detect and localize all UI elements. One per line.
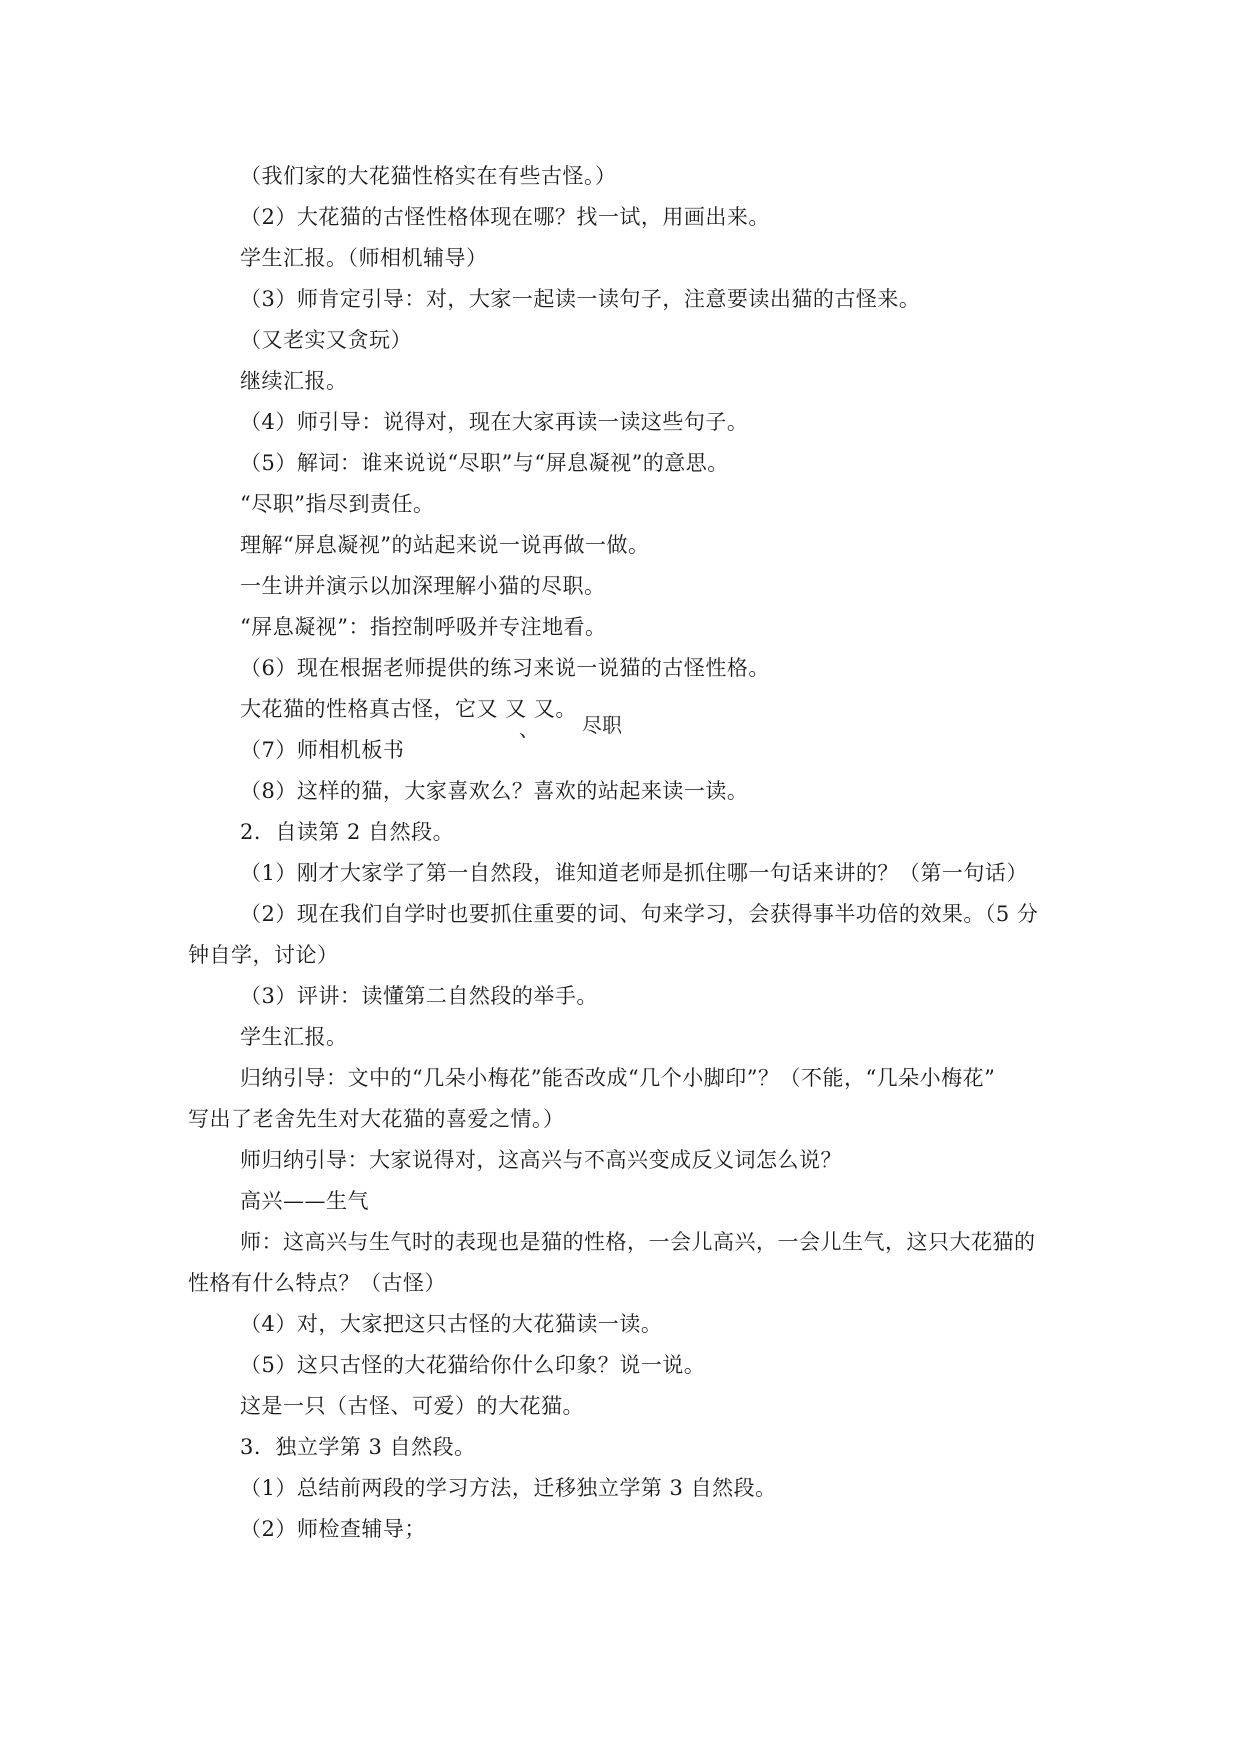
- text-line: “屏息凝视”：指控制呼吸并专注地看。: [240, 615, 607, 639]
- text-line: 3．独立学第 3 自然段。: [240, 1435, 476, 1459]
- text-line: （5）解词：谁来说说“尽职”与“屏息凝视”的意思。: [240, 451, 729, 475]
- text-line: 一生讲并演示以加深理解小猫的尽职。: [240, 574, 606, 598]
- text-line: （2）大花猫的古怪性格体现在哪？找一试，用画出来。: [240, 205, 770, 229]
- text-line: 写出了老舍先生对大花猫的喜爱之情。）: [188, 1107, 565, 1131]
- text-line: （2）师检查辅导；: [240, 1517, 426, 1541]
- text-line: 这是一只（古怪、可爱）的大花猫。: [240, 1394, 584, 1418]
- text-line: 师：这高兴与生气时的表现也是猫的性格，一会儿高兴，一会儿生气，这只大花猫的: [240, 1230, 1036, 1254]
- text-line: （又老实又贪玩）: [240, 328, 412, 352]
- text-line: 性格有什么特点？（古怪）: [188, 1271, 446, 1295]
- text-line: （4）师引导：说得对，现在大家再读一读这些句子。: [240, 410, 749, 434]
- text-line: 学生汇报。: [240, 1025, 348, 1049]
- text-line: （3）评讲：读懂第二自然段的举手。: [240, 984, 598, 1008]
- text-line: （5）这只古怪的大花猫给你什么印象？说一说。: [240, 1353, 706, 1377]
- text-line: （7）师相机板书: [240, 738, 405, 762]
- text-line: 钟自学，讨论）: [188, 943, 339, 967]
- text-line: （1）刚才大家学了第一自然段，谁知道老师是抓住哪一句话来讲的？（第一句话）: [240, 861, 1028, 885]
- text-line: （4）对，大家把这只古怪的大花猫读一读。: [240, 1312, 663, 1336]
- text-line: （6）现在根据老师提供的练习来说一说猫的古怪性格。: [240, 656, 770, 680]
- text-line: 2．自读第 2 自然段。: [240, 820, 455, 844]
- text-line: （2）现在我们自学时也要抓住重要的词、句来学习，会获得事半功倍的效果。（5 分: [240, 902, 1039, 926]
- text-line: （我们家的大花猫性格实在有些古怪。）: [240, 164, 617, 188]
- text-line: 理解“屏息凝视”的站起来说一说再做一做。: [240, 533, 650, 557]
- stray-mark: 尽职: [582, 713, 622, 737]
- text-line: （3）师肯定引导：对，大家一起读一读句子，注意要读出猫的古怪来。: [240, 287, 921, 311]
- stray-mark: 、: [519, 717, 539, 741]
- text-line: 归纳引导：文中的“几朵小梅花”能否改成“几个小脚印”？（不能，“几朵小梅花”: [240, 1066, 996, 1090]
- text-line: 学生汇报。（师相机辅导）: [240, 246, 488, 270]
- text-line: （8）这样的猫，大家喜欢么？喜欢的站起来读一读。: [240, 779, 749, 803]
- text-line: 师归纳引导：大家说得对，这高兴与不高兴变成反义词怎么说？: [240, 1148, 842, 1172]
- text-line: （1）总结前两段的学习方法，迁移独立学第 3 自然段。: [240, 1476, 777, 1500]
- text-line: “尽职”指尽到责任。: [240, 492, 435, 516]
- text-line: 继续汇报。: [240, 369, 348, 393]
- text-line: 高兴——生气: [240, 1189, 369, 1213]
- text-line: 大花猫的性格真古怪，它又 又 又。: [240, 697, 577, 721]
